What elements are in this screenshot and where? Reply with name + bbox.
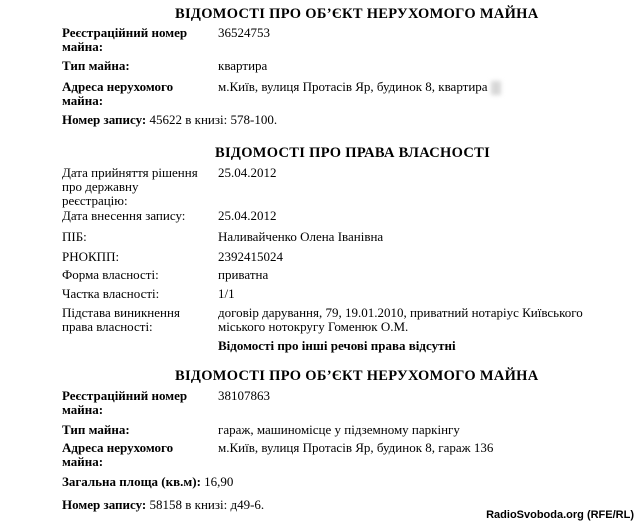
other-rights-note: Відомості про інші речові права відсутні <box>218 338 456 353</box>
property-type-label: Тип майна: <box>62 58 130 73</box>
decision-date-label: Дата прийняття рішення про державну реєстрацію: <box>62 165 198 208</box>
address-value: м.Київ, вулиця Протасів Яр, будинок 8, квартира <box>218 79 488 94</box>
ownership-basis-value: договір дарування, 79, 19.01.2010, приватний нотаріус Київського міського нотокругу Гоменюк О.М. <box>218 305 583 334</box>
address-label: Адреса нерухомого майна: <box>62 79 174 108</box>
address-value-2: м.Київ, вулиця Протасів Яр, будинок 8, гараж 136 <box>218 440 494 455</box>
record-number-label: Номер запису: <box>62 112 147 127</box>
area-row <box>62 475 233 489</box>
tax-id-value: 2392415024 <box>218 249 283 264</box>
ownership-basis-label: Підстава виникнення права власності: <box>62 305 180 334</box>
area-value: 16,90 <box>204 474 234 489</box>
record-number-value: 45622 в книзі: 578-100. <box>149 112 278 127</box>
record-number-value-2: 58158 в книзі: д49-6. <box>149 497 265 512</box>
redacted-apartment-number <box>491 81 501 95</box>
entry-date-label: Дата внесення запису: <box>62 208 186 223</box>
decision-date-value: 25.04.2012 <box>218 165 277 180</box>
source-watermark: RadioSvoboda.org (RFE/RL) <box>486 509 634 521</box>
section-title-ownership: ВІДОМОСТІ ПРО ПРАВА ВЛАСНОСТІ <box>215 145 491 161</box>
address-label-2: Адреса нерухомого майна: <box>62 440 174 469</box>
owner-name-value: Наливайченко Олена Іванівна <box>218 229 384 244</box>
ownership-form-value: приватна <box>218 267 269 282</box>
property-type-value-2: гараж, машиномісце у підземному паркінгу <box>218 422 460 437</box>
entry-date-value: 25.04.2012 <box>218 208 277 223</box>
record-row-2 <box>62 498 264 512</box>
address-value-row <box>218 80 501 95</box>
ownership-share-value: 1/1 <box>218 286 235 301</box>
reg-number-label: Реєстраційний номер майна: <box>62 25 188 54</box>
tax-id-label: РНОКПП: <box>62 249 120 264</box>
section-title-property-2: ВІДОМОСТІ ПРО ОБ’ЄКТ НЕРУХОМОГО МАЙНА <box>175 368 539 384</box>
reg-number-label-2: Реєстраційний номер майна: <box>62 388 188 417</box>
ownership-form-label: Форма власності: <box>62 267 159 282</box>
owner-name-label: ПІБ: <box>62 229 87 244</box>
ownership-share-label: Частка власності: <box>62 286 160 301</box>
section-title-property-1: ВІДОМОСТІ ПРО ОБ’ЄКТ НЕРУХОМОГО МАЙНА <box>175 6 539 22</box>
record-row <box>62 113 277 127</box>
property-type-value: квартира <box>218 58 268 73</box>
record-number-label-2: Номер запису: <box>62 497 147 512</box>
area-label: Загальна площа (кв.м): <box>62 474 201 489</box>
reg-number-value-2: 38107863 <box>218 388 270 403</box>
reg-number-value: 36524753 <box>218 25 270 40</box>
property-type-label-2: Тип майна: <box>62 422 130 437</box>
